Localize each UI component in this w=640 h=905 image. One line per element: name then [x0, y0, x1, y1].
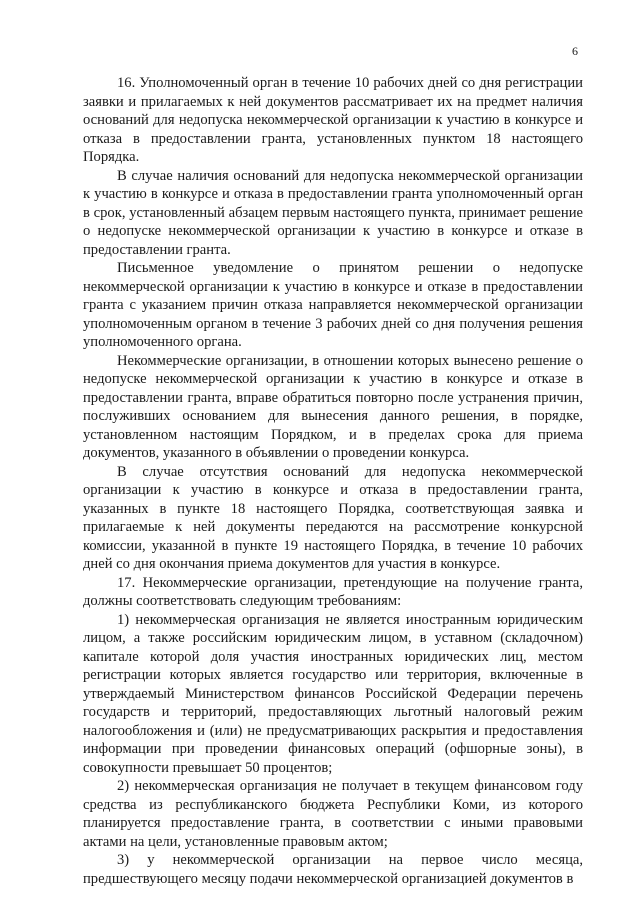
paragraph-16: 16. Уполномоченный орган в течение 10 рабочих дней со дня регистрации заявки и прилагаемых к ней документов рассматривает их на предмет наличия оснований для недопуска некоммерческой организации к участию в конкурсе и отказа в предоставлении гранта, установленных пунктом 18 настоящего Порядка. — [83, 75, 583, 165]
paragraph-16-refusal-grounds: В случае наличия оснований для недопуска некоммерческой организации к участию в конкурсе и отказа в предоставлении гранта уполномоченный орган в срок, установленный абзацем первым настоящего пункта, принимает решение о недопуске некоммерческой организации к участию в конкурсе и отказе в предоставлении гранта. — [83, 167, 583, 258]
document-body — [83, 74, 583, 888]
paragraph-16-transfer-to-commission: В случае отсутствия оснований для недопуска некоммерческой организации к участию в конкурсе и отказа в предоставлении гранта, указанных в пункте 18 настоящего Порядка, соответствующая заявка и прилагаемые к ней документы передаются на рассмотрение конкурсной комиссии, указанной в пункте 19 настоящего Порядка, в течение 10 рабочих дней со дня окончания приема документов для участия в конкурсе. — [83, 463, 583, 572]
page-number: 6 — [572, 44, 578, 58]
requirement-1: 1) некоммерческая организация не является иностранным юридическим лицом, а также российским юридическим лицом, в уставном (складочном) капитале которой доля участия иностранных юридических лиц, местом регистрации которых является государство или территория, включенные в утверждаемый Министерством финансов Российской Федерации перечень государств и территорий, предоставляющих льготный налоговый режим налогообложения и (или) не предусматривающих раскрытия и предоставления информации при проведении финансовых операций (офшорные зоны), в совокупности превышает 50 процентов; — [83, 611, 583, 776]
paragraph-16-written-notice: Письменное уведомление о принятом решении о недопуске некоммерческой организации к участию в конкурсе и отказе в предоставлении гранта с указанием причин отказа направляется некоммерческой организации уполномоченным органом в течение 3 рабочих дней со дня получения решения уполномоченного органа. — [83, 260, 583, 350]
paragraph-16-reapplication: Некоммерческие организации, в отношении которых вынесено решение о недопуске некоммерческой организации к участию в конкурсе и отказе в предоставлении гранта, вправе обратиться повторно после устранения причин, послуживших основанием для вынесения данного решения, в порядке, установленном настоящим Порядком, и в пределах срока для приема документов, указанного в объявлении о проведении конкурса. — [83, 352, 583, 461]
requirement-3: 3) у некоммерческой организации на первое число месяца, предшествующего месяцу подачи некоммерческой организацией документов в — [83, 852, 583, 887]
requirement-2: 2) некоммерческая организация не получает в текущем финансовом году средства из республиканского бюджета Республики Коми, из которого планируется предоставление гранта, в соответствии с иными правовыми актами на цели, установленные правовым актом; — [83, 778, 583, 850]
paragraph-17: 17. Некоммерческие организации, претендующие на получение гранта, должны соответствовать следующим требованиям: — [83, 574, 583, 609]
